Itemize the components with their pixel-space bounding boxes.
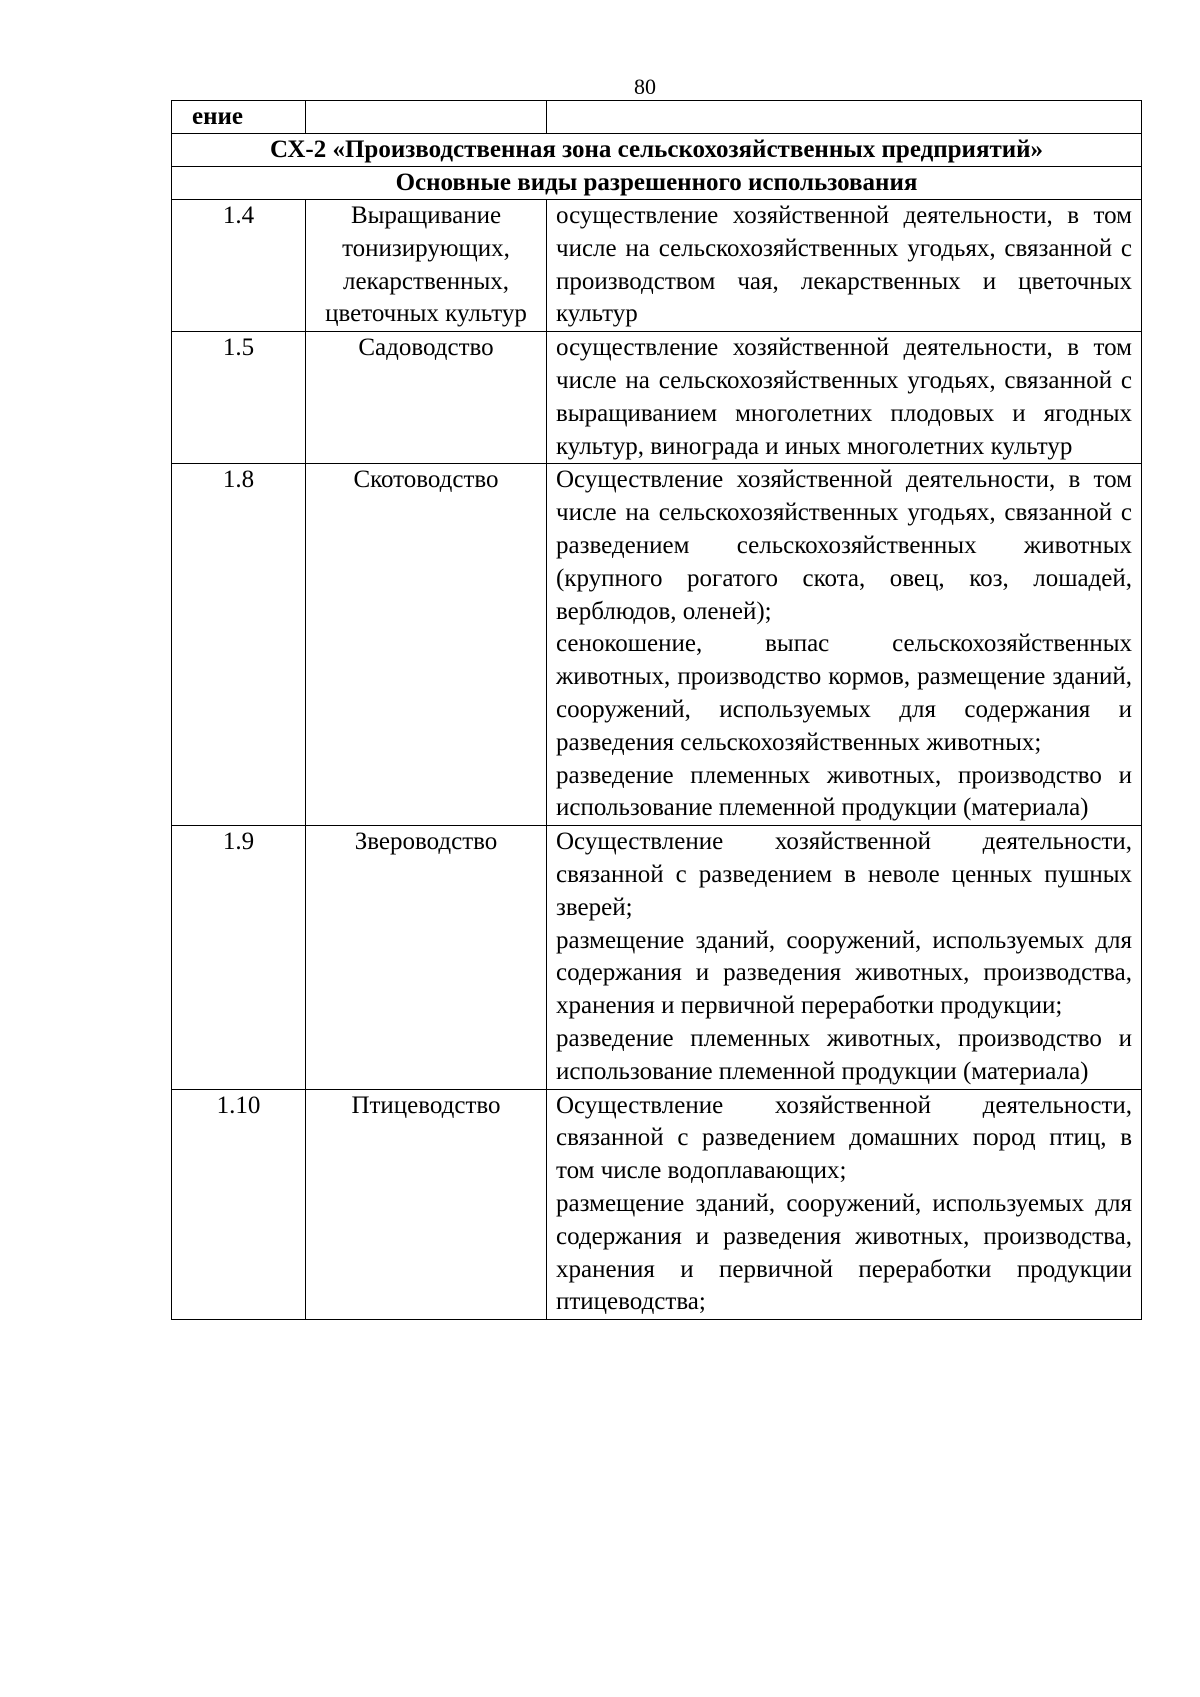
table-row xyxy=(172,464,1142,826)
use-code: 1.10 xyxy=(172,1089,306,1320)
use-code: 1.5 xyxy=(172,332,306,464)
zone-title: СХ-2 «Производственная зона сельскохозяйственных предприятий» xyxy=(172,134,1142,167)
use-description xyxy=(547,200,1142,332)
use-description xyxy=(547,464,1142,826)
use-name: Садоводство xyxy=(306,332,547,464)
use-name: Птицеводство xyxy=(306,1089,547,1320)
description-paragraph: осуществление хозяйственной деятельности, в том числе на сельскохозяйственных угодьях, связанной с выращиванием многолетних плодовых и ягодных культур, винограда и иных многолетних культур xyxy=(556,334,1132,460)
description-paragraph: осуществление хозяйственной деятельности, в том числе на сельскохозяйственных угодьях, связанной с производством чая, лекарственных и цветочных культур xyxy=(556,202,1132,328)
use-description xyxy=(547,1089,1142,1320)
table-row xyxy=(172,1089,1142,1320)
description-paragraph: разведение племенных животных, производство и использование племенной продукции (материала) xyxy=(556,761,1132,822)
continuation-cell-3 xyxy=(547,101,1142,134)
table-row xyxy=(172,332,1142,464)
use-code: 1.4 xyxy=(172,200,306,332)
continuation-cell-1: ение xyxy=(172,101,306,134)
land-use-table xyxy=(171,100,1142,1320)
page-number: 80 xyxy=(634,74,656,99)
table-row xyxy=(172,826,1142,1089)
use-name: Скотоводство xyxy=(306,464,547,826)
use-description xyxy=(547,332,1142,464)
zone-title-row xyxy=(172,134,1142,167)
table-row xyxy=(172,200,1142,332)
continuation-cell-2 xyxy=(306,101,547,134)
description-paragraph: размещение зданий, сооружений, используемых для содержания и разведения животных, производства, хранения и первичной переработки продукции; xyxy=(556,926,1132,1020)
continuation-row xyxy=(172,101,1142,134)
description-paragraph: сенокошение, выпас сельскохозяйственных животных, производство кормов, размещение зданий, сооружений, используемых для содержания и разведения сельскохозяйственных животных; xyxy=(556,630,1132,756)
description-paragraph: размещение зданий, сооружений, используемых для содержания и разведения животных, производства, хранения и первичной переработки продукции птицеводства; xyxy=(556,1189,1132,1316)
use-name: Звероводство xyxy=(306,826,547,1089)
description-paragraph: Осуществление хозяйственной деятельности, связанной с разведением в неволе ценных пушных зверей; xyxy=(556,828,1132,921)
description-paragraph: Осуществление хозяйственной деятельности, в том числе на сельскохозяйственных угодьях, связанной с разведением сельскохозяйственных животных (крупного рогатого скота, овец, коз, лошадей, верблюдов, оленей); xyxy=(556,466,1132,625)
use-code: 1.9 xyxy=(172,826,306,1089)
description-paragraph: Осуществление хозяйственной деятельности, связанной с разведением домашних пород птиц, в том числе водоплавающих; xyxy=(556,1091,1132,1185)
section-title: Основные виды разрешенного использования xyxy=(172,167,1142,200)
use-description xyxy=(547,826,1142,1089)
use-name: Выращивание тонизирующих, лекарственных, цветочных культур xyxy=(306,200,547,332)
use-code: 1.8 xyxy=(172,464,306,826)
description-paragraph: разведение племенных животных, производство и использование племенной продукции (материала) xyxy=(556,1024,1132,1085)
section-title-row xyxy=(172,167,1142,200)
